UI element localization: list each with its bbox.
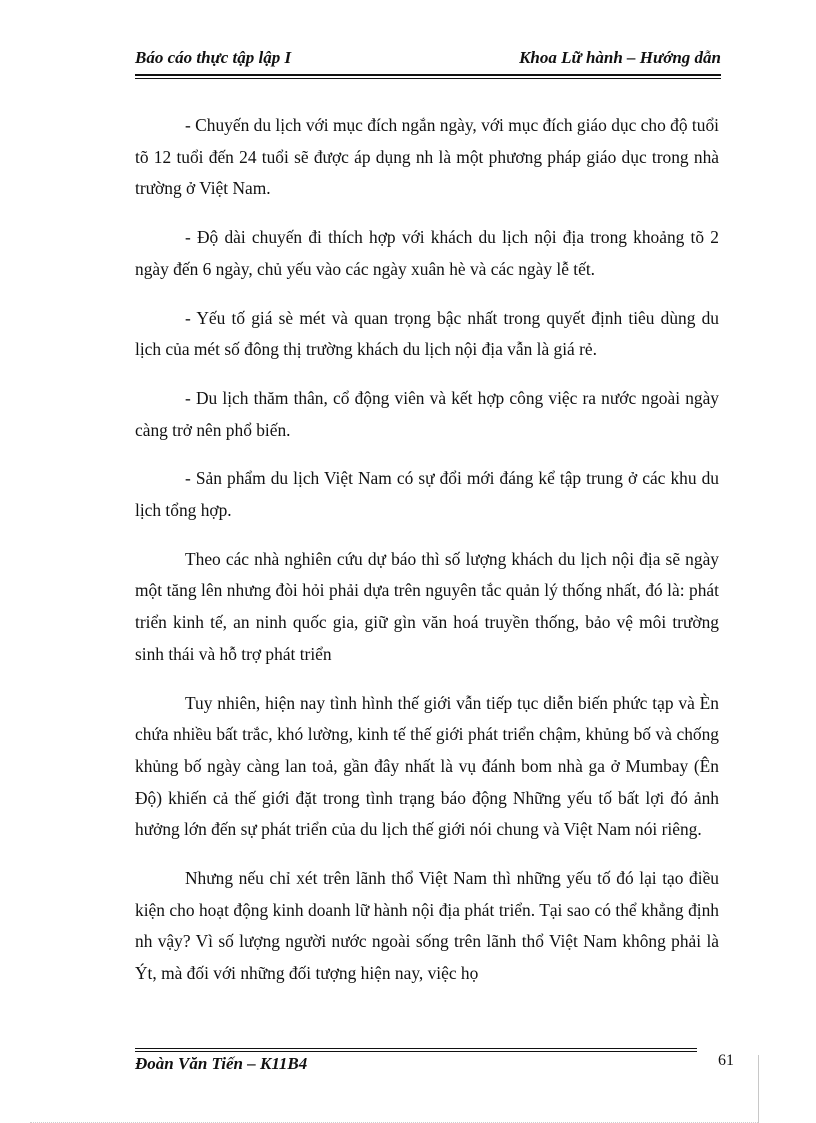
footer-rule-lower: [135, 1051, 697, 1052]
page-shadow-vertical: [758, 1055, 759, 1123]
paragraph-1: - Chuyến du lịch với mục đích ngắn ngày, với mục đích giáo dục cho độ tuổi tõ 12 tuổi đến 24 tuổi sẽ được áp dụng nh là một phương pháp giáo dục trong nhà trường ở Việt Nam.: [135, 115, 719, 199]
paragraph-5: - Sản phẩm du lịch Việt Nam có sự đổi mới đáng kể tập trung ở các khu du lịch tổng hợp.: [135, 468, 719, 521]
paragraph-4: - Du lịch thăm thân, cổ động viên và kết hợp công việc ra nước ngoài ngày càng trở nên phổ biến.: [135, 387, 719, 440]
paragraph-2: - Độ dài chuyến đi thích hợp với khách du lịch nội địa trong khoảng tõ 2 ngày đến 6 ngày, chủ yếu vào các ngày xuân hè và các ngày lễ tết.: [135, 227, 719, 279]
page-header: [135, 48, 721, 76]
paragraph-6: Theo các nhà nghiên cứu dự báo thì số lượng khách du lịch nội địa sẽ ngày một tăng lên nhưng đòi hỏi phải dựa trên nguyên tắc quản lý thống nhất, đó là: phát triển kinh tế, an ninh quốc gia, giữ gìn văn hoá truyền thống, bảo vệ môi trường sinh thái và hỗ trợ phát triển: [135, 548, 719, 664]
header-rule-thin: [135, 78, 721, 79]
footer-rule-upper: [135, 1048, 697, 1049]
page-number: 61: [718, 1052, 734, 1069]
document-body: [135, 110, 719, 990]
header-faculty: Khoa Lữ hành – Hướng dẫn: [519, 48, 721, 67]
paragraph-8: Nhưng nếu chỉ xét trên lãnh thổ Việt Nam thì những yếu tố đó lại tạo điều kiện cho hoạt động kinh doanh lữ hành nội địa phát triển. Tại sao có thể khẳng định nh vậy? Vì số lượng người nước ngoài sống trên lãnh thổ Việt Nam không phải là Ýt, mà đối với những đối tượng hiện nay, việc họ: [135, 868, 719, 984]
paragraph-3: - Yếu tố giá sè mét và quan trọng bậc nhất trong quyết định tiêu dùng du lịch của mét số đông thị trường khách du lịch nội địa vẫn là giá rẻ.: [135, 307, 719, 360]
paragraph-7: Tuy nhiên, hiện nay tình hình thế giới vẫn tiếp tục diễn biến phức tạp và Èn chứa nhiều bất trắc, khó lường, kinh tế thế giới phát triển chậm, khủng bố và chống khủng bố ngày càng lan toả, gần đây nhất là vụ đánh bom nhà ga ở Mumbay (Ên Độ) khiến cả thế giới đặt trong tình trạng báo động Những yếu tố bất lợi đó ảnh hưởng lớn đến sự phát triển của du lịch thế giới nói chung và Việt Nam nói riêng.: [135, 692, 719, 840]
header-rule-thick: [135, 74, 721, 76]
header-report-title: Báo cáo thực tập lập I: [135, 48, 292, 67]
footer-author: Đoàn Văn Tiến – K11B4: [135, 1054, 308, 1073]
